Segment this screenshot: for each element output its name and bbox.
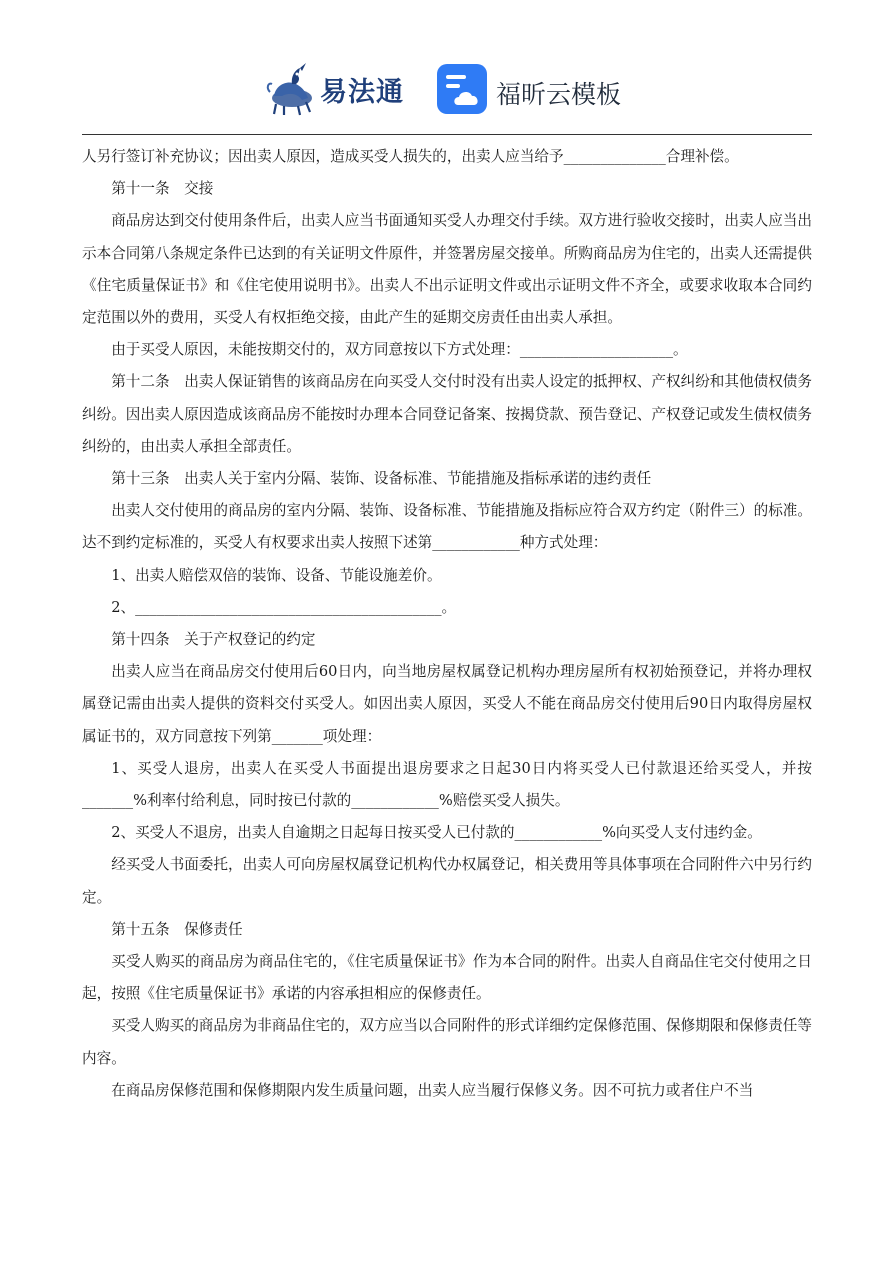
page-header: [0, 56, 893, 126]
article-15-residential-paragraph: 买受人购买的商品房为商品住宅的，《住宅质量保证书》作为本合同的附件。出卖人自商品住宅交付使用之日起，按照《住宅质量保证书》承诺的内容承担相应的保修责任。: [82, 953, 812, 1003]
article-13-paragraph: 出卖人交付使用的商品房的室内分隔、装饰、设备标准、节能措施及指标应符合双方约定（附件三）的标准。达不到约定标准的，买受人有权要求出卖人按照下述第____________种方式处理：: [82, 502, 812, 552]
article-15-nonresidential-paragraph: 买受人购买的商品房为非商品住宅的，双方应当以合同附件的形式详细约定保修范围、保修期限和保修责任等内容。: [82, 1017, 812, 1067]
article-11-paragraph: 商品房达到交付使用条件后，出卖人应当书面通知买受人办理交付手续。双方进行验收交接时，出卖人应当出示本合同第八条规定条件已达到的有关证明文件原件，并签署房屋交接单。所购商品房为住宅的，出卖人还需提供《住宅质量保证书》和《住宅使用说明书》。出卖人不出示证明文件或出示证明文件不齐全，或要求收取本合同约定范围以外的费用，买受人有权拒绝交接，由此产生的延期交房责任由出卖人承担。: [82, 212, 812, 327]
yifatong-logo-text: 易法通: [320, 77, 404, 108]
article-14-heading: 第十四条 关于产权登记的约定: [111, 631, 316, 649]
article-13-option-1: 1、出卖人赔偿双倍的装饰、设备、节能设施差价。: [111, 566, 442, 584]
paragraph-continuation: 人另行签订补充协议；因出卖人原因，造成买受人损失的，出卖人应当给予______________合理补偿。: [82, 148, 739, 165]
article-14-option-2: 2、买受人不退房，出卖人自逾期之日起每日按买受人已付款的____________%向买受人支付违约金。: [111, 824, 762, 842]
article-14-entrust-paragraph: 经买受人书面委托，出卖人可向房屋权属登记机构代办权属登记，相关费用等具体事项在合同附件六中另行约定。: [82, 856, 812, 906]
contract-body: [82, 141, 812, 1107]
article-15-heading: 第十五条 保修责任: [111, 920, 243, 938]
article-13-heading: 第十三条 出卖人关于室内分隔、装饰、设备标准、节能措施及指标承诺的违约责任: [111, 470, 652, 488]
article-11-heading: 第十一条 交接: [111, 180, 214, 198]
article-15-warranty-paragraph: 在商品房保修范围和保修期限内发生质量问题，出卖人应当履行保修义务。因不可抗力或者住户不当: [111, 1081, 754, 1099]
cloud-document-icon: [436, 63, 488, 115]
article-12-paragraph: 第十二条 出卖人保证销售的该商品房在向买受人交付时没有出卖人设定的抵押权、产权纠纷和其他债权债务纠纷。因出卖人原因造成该商品房不能按时办理本合同登记备案、按揭贷款、预告登记、产权登记或发生债权债务纠纷的，由出卖人承担全部责任。: [82, 373, 812, 455]
article-14-option-1: 1、买受人退房，出卖人在买受人书面提出退房要求之日起30日内将买受人已付款退还给买受人，并按_______%利率付给利息，同时按已付款的____________%赔偿买受人损失。: [82, 759, 812, 810]
header-divider: [82, 134, 812, 135]
fuxin-cloud-template-text: 福昕云模板: [496, 80, 622, 109]
yifatong-logo: [262, 62, 422, 118]
article-11-delay-paragraph: 由于买受人原因，未能按期交付的，双方同意按以下方式处理：_____________________。: [111, 341, 688, 359]
unicorn-emblem-icon: [262, 62, 318, 118]
article-14-paragraph: 出卖人应当在商品房交付使用后60日内，向当地房屋权属登记机构办理房屋所有权初始预登记，并将办理权属登记需由出卖人提供的资料交付买受人。如因出卖人原因，买受人不能在商品房交付使用后90日内取得房屋权属证书的，双方同意按下列第_______项处理：: [82, 663, 812, 745]
fuxin-cloud-template-logo: [436, 63, 636, 119]
article-13-option-2: 2、__________________________________________。: [111, 598, 457, 616]
